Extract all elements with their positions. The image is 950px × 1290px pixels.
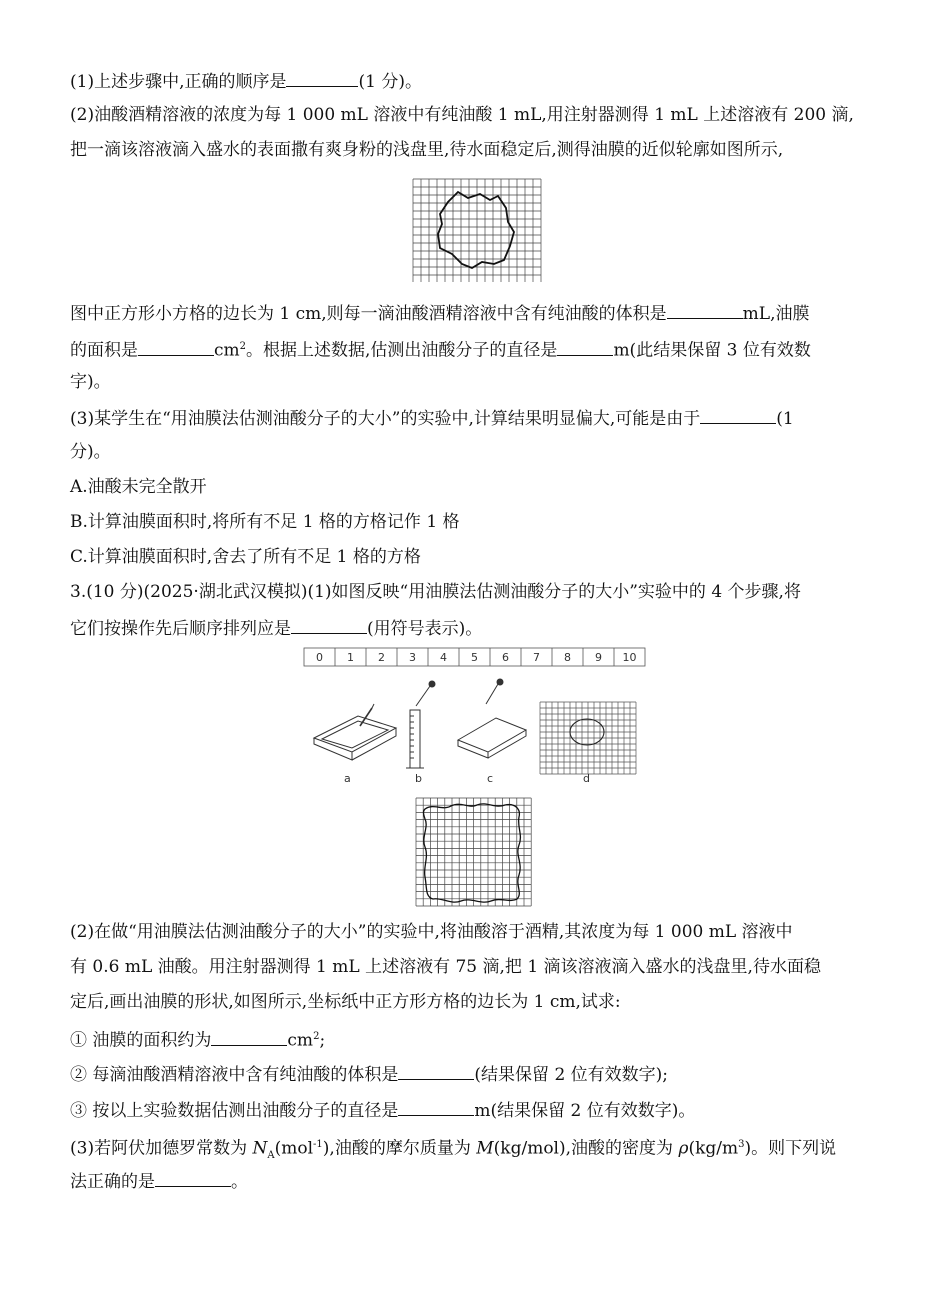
oil-film-outline [438, 192, 514, 268]
q2-part3-line1: (3)某学生在“用油膜法估测油酸分子的大小”的实验中,计算结果明显偏大,可能是由于 (1 [70, 409, 794, 429]
q3-line2: 它们按操作先后顺序排列应是 (用符号表示)。 [70, 619, 483, 639]
q3-item1: ① 油膜的面积约为 $cm^2$; [70, 1030, 326, 1051]
step-b-cylinder-drawing [406, 681, 435, 768]
oil-film-grid-figure-1 [412, 178, 542, 282]
answer-blank[interactable] [557, 339, 613, 356]
step-label: c [487, 772, 494, 785]
q2-part3-line2: 分)。 [70, 442, 111, 462]
answer-blank[interactable] [138, 339, 214, 356]
q3-line1: 3.(10 分)(2025·湖北武汉模拟)(1)如图反映“用油膜法估测油酸分子的大小”实验中的 4 个步骤,将 [70, 582, 801, 602]
q2-part2-line2: 把一滴该溶液滴入盛水的表面撒有爽身粉的浅盘里,待水面稳定后,测得油膜的近似轮廓如图所示, [70, 140, 784, 160]
q3-item3: ③ 按以上实验数据估测出油酸分子的直径是 m(结果保留 2 位有效数字)。 [70, 1101, 696, 1121]
q3-part2-line2: 有 0.6 mL 油酸。用注射器测得 1 mL 上述溶液有 75 滴,把 1 滴该溶液滴入盛水的浅盘里,待水面稳 [70, 957, 821, 977]
answer-blank[interactable] [286, 70, 358, 87]
experiment-steps-figure [300, 646, 652, 792]
q2-part2-line1: (2)油酸酒精溶液的浓度为每 1 000 mL 溶液中有纯油酸 1 mL,用注射器测得 1 mL 上述溶液有 200 滴, [70, 105, 854, 125]
oil-film-outline [424, 804, 521, 902]
ruler-tick-label: 9 [595, 651, 602, 664]
q2-part2-line4: 的面积是 $cm^2$。根据上述数据,估测出油酸分子的直径是 m(此结果保留 3 位有效数 [70, 340, 811, 361]
step-d-grid-drawing [540, 702, 636, 774]
step-c-tray-dropper-drawing [458, 679, 526, 758]
answer-blank[interactable] [700, 407, 776, 424]
grid-lines [540, 702, 636, 774]
ruler-tick-label: 2 [378, 651, 385, 664]
ruler-tick-label: 5 [471, 651, 478, 664]
answer-blank[interactable] [667, 302, 743, 319]
ruler-tick-label: 10 [622, 651, 637, 664]
step-a-tray-drawing [314, 704, 396, 760]
ruler-tick-label: 6 [502, 651, 509, 664]
q3-part2-line1: (2)在做“用油膜法估测油酸分子的大小”的实验中,将油酸溶于酒精,其浓度为每 1 000 mL 溶液中 [70, 922, 793, 942]
oil-film-grid-figure-2 [415, 797, 533, 909]
ruler-tick-label: 7 [533, 651, 540, 664]
ruler-tick-label: 8 [564, 651, 571, 664]
q2-part2-line5: 字)。 [70, 372, 111, 392]
q3-part3-line2: 法正确的是 。 [70, 1172, 248, 1192]
ruler-tick-label: 3 [409, 651, 416, 664]
option-c: C.计算油膜面积时,舍去了所有不足 1 格的方格 [70, 547, 421, 567]
q3-part3-line1: (3)若阿伏加德罗常数为 $N_A(mol^{-1})$,油酸的摩尔质量为 M(kg/mol),油酸的密度为 $\rho(kg/m^3)$。则下列说 [70, 1138, 837, 1162]
answer-blank[interactable] [155, 1170, 231, 1187]
answer-blank[interactable] [291, 617, 367, 634]
ruler-tick-label: 0 [316, 651, 323, 664]
grid-lines [416, 798, 531, 906]
step-label: d [583, 772, 590, 785]
step-label: a [344, 772, 351, 785]
answer-blank[interactable] [211, 1029, 287, 1046]
step-label: b [415, 772, 422, 785]
ruler-tick-label: 4 [440, 651, 447, 664]
option-b: B.计算油膜面积时,将所有不足 1 格的方格记作 1 格 [70, 512, 460, 532]
answer-blank[interactable] [398, 1063, 474, 1080]
q3-item2: ② 每滴油酸酒精溶液中含有纯油酸的体积是 (结果保留 2 位有效数字); [70, 1065, 669, 1085]
q2-part1: (1)上述步骤中,正确的顺序是 (1 分)。 [70, 72, 422, 92]
ruler-tick-label: 1 [347, 651, 354, 664]
answer-blank[interactable] [398, 1099, 474, 1116]
option-a: A.油酸未完全散开 [70, 477, 207, 497]
ruler [304, 648, 645, 666]
q2-part2-line3: 图中正方形小方格的边长为 1 cm,则每一滴油酸酒精溶液中含有纯油酸的体积是 mL,油膜 [70, 304, 810, 324]
q3-part2-line3: 定后,画出油膜的形状,如图所示,坐标纸中正方形方格的边长为 1 cm,试求: [70, 992, 621, 1012]
